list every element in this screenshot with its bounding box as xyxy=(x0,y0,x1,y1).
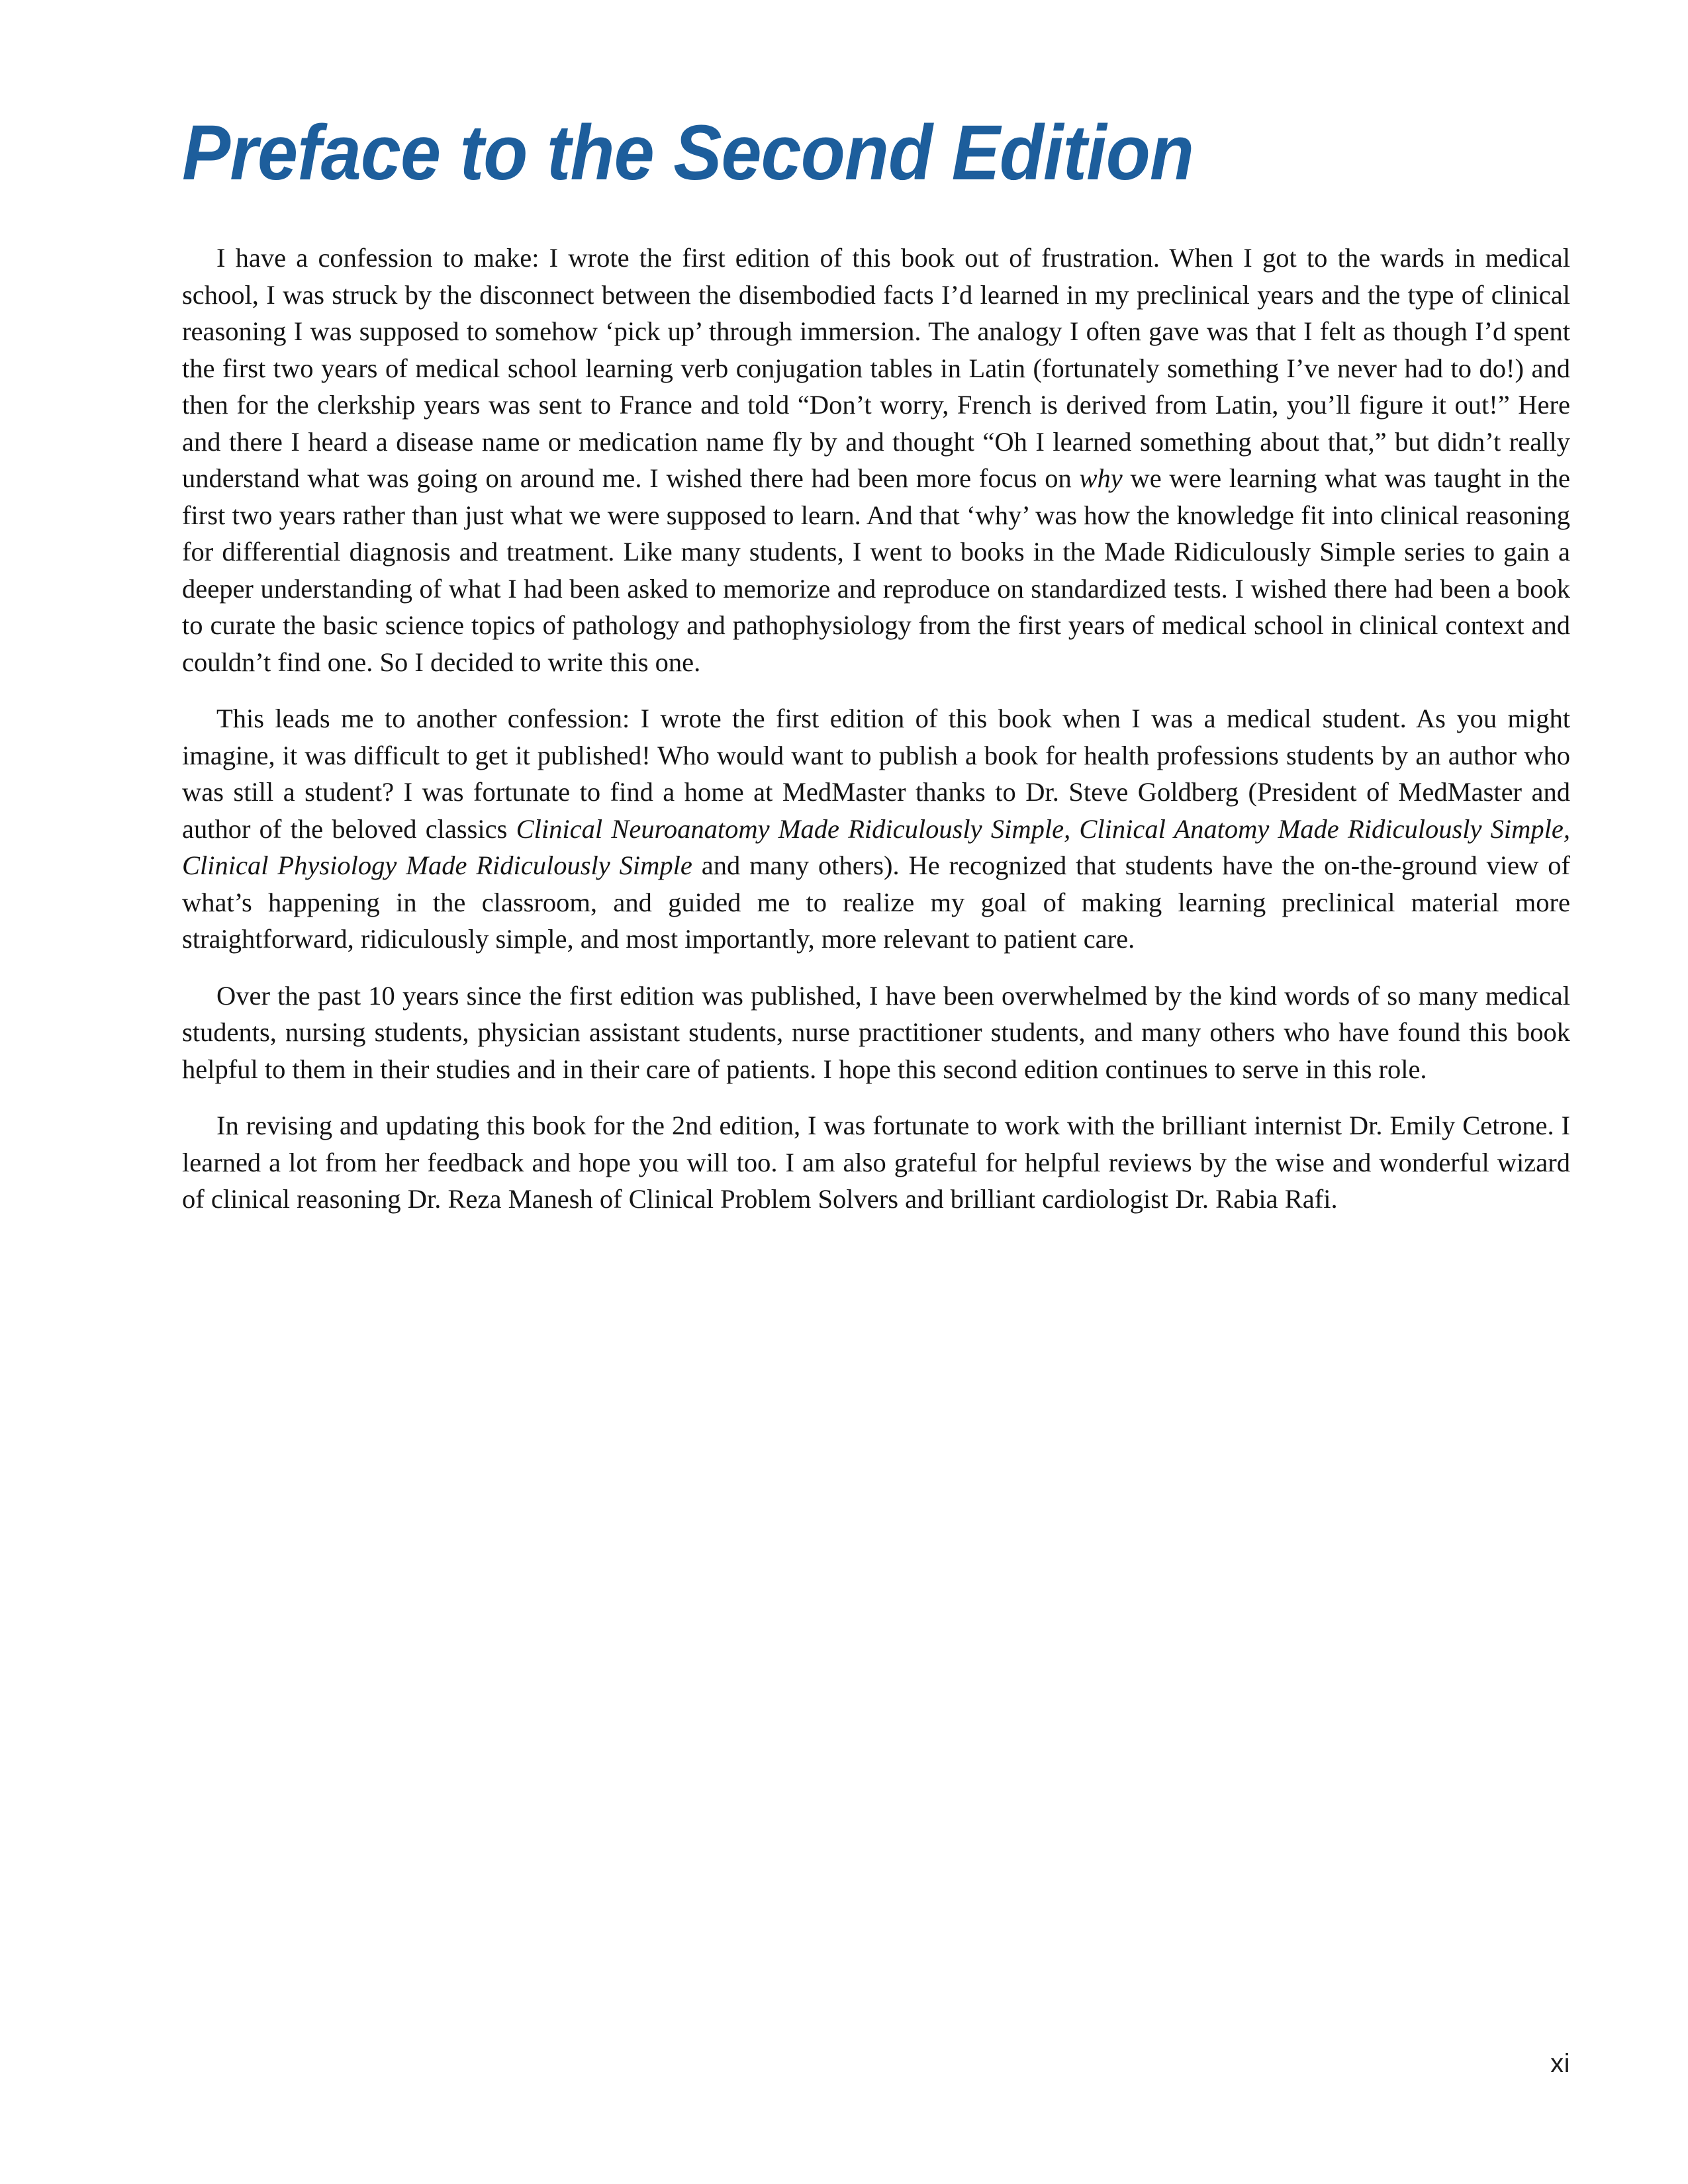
preface-body xyxy=(182,240,1570,1218)
paragraph-1: I have a confession to make: I wrote the first edition of this book out of frustration. When I got to the wards in medical school, I was struck by the disconnect between the disembodied facts I’d learned in my preclinical years and the type of clinical reasoning I was supposed to somehow ‘pick up’ through immersion. The analogy I often gave was that I felt as though I’d spent the first two years of medical school learning verb conjugation tables in Latin (fortunately something I’ve never had to do!) and then for the clerkship years was sent to France and told “Don’t worry, French is derived from Latin, you’ll figure it out!” Here and there I heard a disease name or medication name fly by and thought “Oh I learned something about that,” but didn’t really understand what was going on around me. I wished there had been more focus on why we were learning what was taught in the first two years rather than just what we were supposed to learn. And that ‘why’ was how the knowledge fit into clinical reasoning for differential diagnosis and treatment. Like many students, I went to books in the Made Ridiculously Simple series to gain a deeper understanding of what I had been asked to memorize and reproduce on standardized tests. I wished there had been a book to curate the basic science topics of pathology and pathophysiology from the first years of medical school in clinical context and couldn’t find one. So I decided to write this one. xyxy=(182,243,1570,677)
paragraph-3: Over the past 10 years since the first edition was published, I have been overwhelmed by the kind words of so many medical students, nursing students, physician assistant students, nurse practitioner students, and many others who have found this book helpful to them in their studies and in their care of patients. I hope this second edition continues to serve in this role. xyxy=(182,980,1570,1084)
paragraph-4: In revising and updating this book for the 2nd edition, I was fortunate to work with the brilliant internist Dr. Emily Cetrone. I learned a lot from her feedback and hope you will too. I am also grateful for helpful reviews by the wise and wonderful wizard of clinical reasoning Dr. Reza Manesh of Clinical Problem Solvers and brilliant cardiologist Dr. Rabia Rafi. xyxy=(182,1111,1570,1214)
page-title: Preface to the Second Edition xyxy=(182,109,1194,197)
page-content xyxy=(182,0,1570,1218)
paragraph-2: This leads me to another confession: I wrote the first edition of this book when I was a medical student. As you might imagine, it was difficult to get it published! Who would want to publish a book for health professions students by an author who was still a student? I was fortunate to find a home at MedMaster thanks to Dr. Steve Goldberg (President of MedMaster and author of the beloved classics Clinical Neuroanatomy Made Ridiculously Simple, Clinical Anatomy Made Ridiculously Simple, Clinical Physiology Made Ridiculously Simple and many others). He recognized that students have the on-the-ground view of what’s happening in the classroom, and guided me to realize my goal of making learning preclinical material more straightforward, ridiculously simple, and most importantly, more relevant to patient care. xyxy=(182,704,1570,954)
italic-run: why xyxy=(1079,463,1123,493)
italic-run: Clinical Neuroanatomy Made Ridiculously Simple, Clinical Anatomy Made Ridiculously Simple, Clinical Physiology Made Ridiculously Simple xyxy=(182,813,1570,880)
page-number: xi xyxy=(1550,2049,1570,2078)
